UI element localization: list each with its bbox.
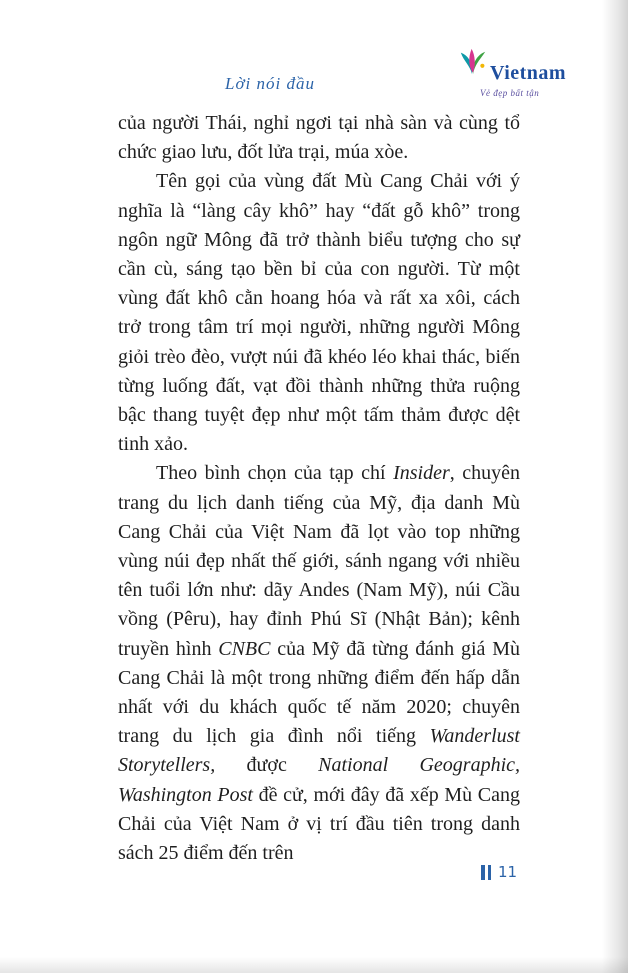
logo-brand-text: Vietnam: [490, 62, 567, 84]
page-number-ornament-icon: [481, 865, 491, 880]
paragraph: Tên gọi của vùng đất Mù Cang Chải với ý nghĩa là “làng cây khô” hay “đất gỗ khô” trong ngôn ngữ Mông đã trở thành biểu tượng cho sự cần cù, sáng tạo bền bỉ của con người. Từ một vùng đất khô cằn hoang hóa và rất xa xôi, cách trở trong tâm trí mọi người, những người Mông giỏi trèo đèo, vượt núi đã khéo léo khai thác, biến từng luống đất, vạt đồi thành những thửa ruộng bậc thang tuyệt đẹp như một tấm thảm được dệt tinh xảo.: [118, 170, 520, 456]
vietnam-tourism-logo: [450, 44, 565, 102]
page-edge-shadow-bottom: [0, 957, 628, 973]
chapter-header: Lời nói đầu: [225, 74, 315, 93]
page-footer: [481, 863, 517, 881]
lotus-flower-icon: [458, 46, 488, 83]
logo-tagline-text: Vẻ đẹp bất tận: [480, 88, 540, 98]
paragraph: của người Thái, nghỉ ngơi tại nhà sàn và cùng tổ chức giao lưu, đốt lửa trại, múa xòe.: [118, 112, 520, 164]
body-text: [118, 109, 520, 868]
paragraph: Theo bình chọn của tạp chí Insider, chuyên trang du lịch danh tiếng của Mỹ, địa danh Mù Cang Chải của Việt Nam đã lọt vào top những vùng núi đẹp nhất thế giới, sánh ngang với nhiều tên tuổi lớn như: dãy Andes (Nam Mỹ), núi Cầu vồng (Pêru), hay đỉnh Phú Sĩ (Nhật Bản); kênh truyền hình CNBC của Mỹ đã từng đánh giá Mù Cang Chải là một trong những điểm đến hấp dẫn nhất với du khách quốc tế năm 2020; chuyên trang du lịch gia đình nổi tiếng Wanderlust Storytellers, được National Geographic, Washington Post đề cử, mới đây đã xếp Mù Cang Chải của Việt Nam ở vị trí đầu tiên trong danh sách 25 điểm đến trên: [118, 462, 520, 865]
page-edge-shadow-right: [602, 0, 628, 973]
page-number: 11: [498, 863, 518, 881]
